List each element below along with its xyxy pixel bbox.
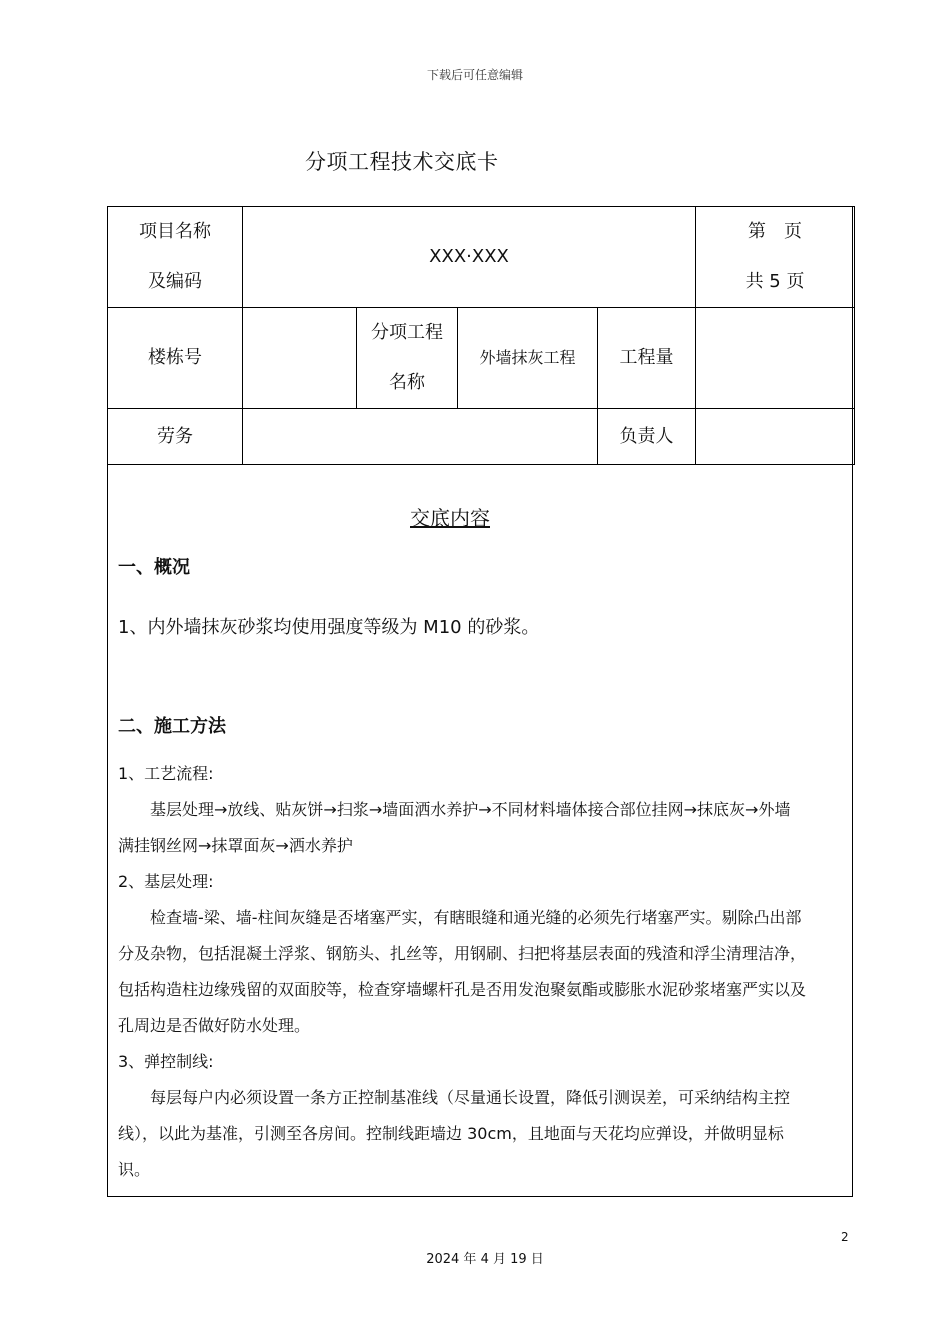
building-label: 楼栋号: [108, 308, 243, 409]
subitem-value: 外墙抹灰工程: [458, 308, 598, 409]
step2-line: 检查墙-梁、墙-柱间灰缝是否堵塞严实，有瞎眼缝和通光缝的必须先行堵塞严实。剔除凸出部: [150, 908, 802, 927]
content-title: 交底内容: [410, 506, 490, 530]
step1-line: 基层处理→放线、贴灰饼→扫浆→墙面洒水养护→不同材料墙体接合部位挂网→抹底灰→外墙: [150, 800, 791, 819]
section1-item1: 1、内外墙抹灰砂浆均使用强度等级为 M10 的砂浆。: [118, 617, 540, 638]
step3-line: 每层每户内必须设置一条方正控制基准线（尽量通长设置，降低引测误差，可采纳结构主控: [150, 1088, 791, 1107]
quantity-value: [696, 308, 855, 409]
step2-line: 包括构造柱边缘残留的双面胶等，检查穿墙螺杆孔是否用发泡聚氨酯或膨胀水泥砂浆堵塞严实以及: [118, 980, 807, 999]
info-table: [107, 206, 855, 465]
quantity-label: 工程量: [598, 308, 696, 409]
building-value: [243, 308, 357, 409]
step1-block: [118, 756, 846, 1188]
section2-heading: 二、施工方法: [118, 716, 226, 737]
step2-line: 分及杂物，包括混凝土浮浆、钢筋头、扎丝等，用钢刷、扫把将基层表面的残渣和浮尘清理洁净，: [118, 944, 807, 963]
document-title: 分项工程技术交底卡: [305, 150, 499, 174]
step2-heading: 2、基层处理:: [118, 872, 214, 891]
step3-line: 识。: [118, 1160, 151, 1179]
labor-value: [243, 409, 598, 465]
step3-line: 线），以此为基准，引测至各房间。控制线距墙边 30cm，且地面与天花均应弹设，并做明显标: [118, 1124, 784, 1143]
owner-label: 负责人: [598, 409, 696, 465]
step3-heading: 3、弹控制线:: [118, 1052, 214, 1071]
page-info: 第 页 共 5 页: [696, 207, 855, 308]
footer-date: 2024 年 4 月 19 日: [426, 1252, 544, 1267]
step1-line: 满挂钢丝网→抹罩面灰→洒水养护: [118, 836, 353, 855]
step2-line: 孔周边是否做好防水处理。: [118, 1016, 311, 1035]
step1-heading: 1、工艺流程:: [118, 764, 214, 783]
page-number: 2: [841, 1230, 849, 1244]
owner-value: [696, 409, 855, 465]
subitem-label: 分项工程 名称: [357, 308, 458, 409]
section1-heading: 一、概况: [118, 557, 190, 578]
labor-label: 劳务: [108, 409, 243, 465]
header-note: 下载后可任意编辑: [426, 68, 523, 82]
project-name-value: XXX·XXX: [243, 207, 696, 308]
project-name-label: 项目名称 及编码: [108, 207, 243, 308]
